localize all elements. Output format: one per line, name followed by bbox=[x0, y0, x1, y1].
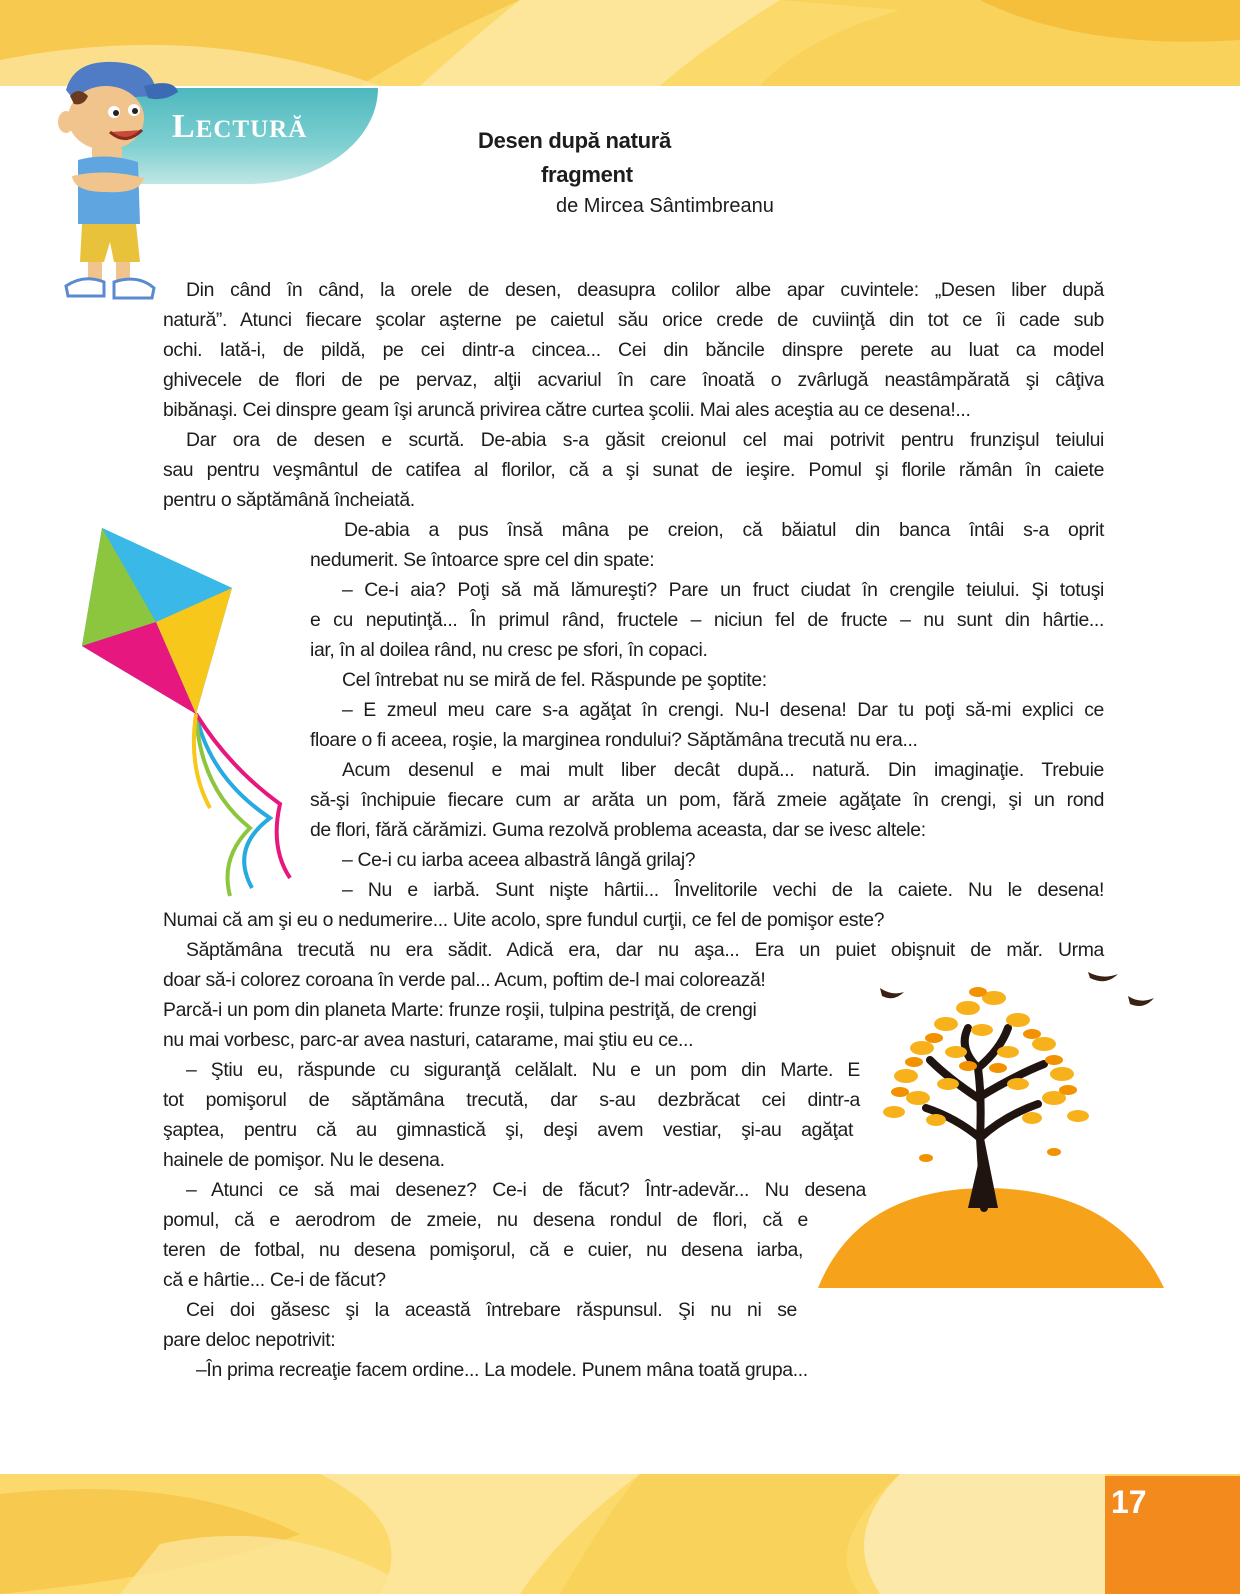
text-line: – E zmeul meu care s-a agăţat în crengi. Nu-l desena! Dar tu poţi să-mi explici ce bbox=[342, 699, 1104, 721]
text-line: doar să-i colorez coroana în verde pal... Acum, poftim de-l mai colorează! bbox=[163, 969, 766, 991]
footer-decor-band bbox=[0, 1474, 1240, 1594]
section-label: LECTURĂ bbox=[172, 108, 308, 145]
text-line: – Ştiu eu, răspunde cu siguranţă celălalt. Nu e un pom din Marte. E bbox=[186, 1059, 860, 1081]
story-subtitle: fragment bbox=[541, 162, 633, 187]
text-line: teren de fotbal, nu desena pomişorul, că e cuier, nu desena iarba, bbox=[163, 1239, 803, 1261]
story-title: Desen după natură bbox=[478, 128, 671, 153]
text-line: nedumerit. Se întoarce spre cel din spate: bbox=[310, 549, 655, 571]
text-line: Dar ora de desen e scurtă. De-abia s-a găsit creionul cel mai potrivit pentru frunzişul teiului bbox=[186, 429, 1104, 451]
text-line: – Nu e iarbă. Sunt nişte hârtii... Învelitorile vechi de la caiete. Nu le desena! bbox=[342, 879, 1104, 901]
text-line: pentru o săptămână încheiată. bbox=[163, 489, 415, 511]
text-line: De-abia a pus însă mâna pe creion, că băiatul din banca întâi s-a oprit bbox=[344, 519, 1104, 541]
text-line: – Atunci ce să mai desenez? Ce-i de făcut? Într-adevăr... Nu desena bbox=[186, 1179, 866, 1201]
header-decor-band bbox=[0, 0, 1240, 86]
text-line: Cei doi găsesc şi la această întrebare răspunsul. Şi nu ni se bbox=[186, 1299, 797, 1321]
text-line: natură”. Atunci fiecare şcolar aşterne pe caietul său orice crede de cuviinţă din tot ce îi cade sub bbox=[163, 309, 1104, 331]
text-line: iar, în al doilea rând, nu cresc pe sfori, în copaci. bbox=[310, 639, 708, 661]
text-line: Parcă-i un pom din planeta Marte: frunze roşii, tulpina pestriţă, de crengi bbox=[163, 999, 757, 1021]
text-line: Acum desenul e mai mult liber decât după... natură. Din imaginaţie. Trebuie bbox=[342, 759, 1104, 781]
boy-illustration bbox=[44, 56, 184, 306]
text-line: că e hârtie... Ce-i de făcut? bbox=[163, 1269, 386, 1291]
story-author: de Mircea Sântimbreanu bbox=[556, 195, 774, 217]
text-line: sau pentru veşmântul de catifea al florilor, că a şi sunat de ieşire. Pomul şi florile rămân în caiete bbox=[163, 459, 1104, 481]
autumn-tree-illustration bbox=[818, 968, 1168, 1308]
text-line: Numai că am şi eu o nedumerire... Uite acolo, spre fundul curţii, ce fel de pomişor este? bbox=[163, 909, 885, 931]
text-line: pare deloc nepotrivit: bbox=[163, 1329, 336, 1351]
page-number: 17 bbox=[1111, 1484, 1147, 1520]
text-line: Cel întrebat nu se miră de fel. Răspunde pe şoptite: bbox=[342, 669, 767, 691]
text-line: ochi. Iată-i, de pildă, pe cei dintr-a cincea... Cei din băncile dinspre perete au luat ca model bbox=[163, 339, 1104, 361]
text-line: să-şi închipuie fiecare cum ar arăta un pom, fără zmeie agăţate în crengi, şi un rond bbox=[310, 789, 1104, 811]
text-line: –În prima recreaţie facem ordine... La modele. Punem mâna toată grupa... bbox=[196, 1359, 808, 1381]
text-line: şaptea, pentru că au gimnastică şi, deşi avem vestiar, şi-au agăţat bbox=[163, 1119, 853, 1141]
text-line: tot pomişorul de săptămâna trecută, dar s-au dezbrăcat cei dintr-a bbox=[163, 1089, 860, 1111]
text-line: de flori, fără cărămizi. Guma rezolvă problema aceasta, dar se ivesc altele: bbox=[310, 819, 926, 841]
text-line: pomul, că e aerodrom de zmeie, nu desena rondul de flori, că e bbox=[163, 1209, 808, 1231]
text-line: hainele de pomişor. Nu le desena. bbox=[163, 1149, 445, 1171]
text-line: Săptămâna trecută nu era sădit. Adică era, dar nu aşa... Era un puiet obişnuit de măr. Urma bbox=[186, 939, 1104, 961]
text-line: e cu neputinţă... În primul rând, fructele – niciun fel de fructe – nu sunt din hârtie... bbox=[310, 609, 1104, 631]
text-line: floare o fi aceea, roşie, la marginea rondului? Săptămâna trecută nu era... bbox=[310, 729, 918, 751]
text-line: bibănaşi. Cei dinspre geam îşi aruncă privirea către curtea şcolii. Mai ales aceştia au ce desena!... bbox=[163, 399, 971, 421]
text-line: Din când în când, la orele de desen, deasupra colilor albe apar cuvintele: „Desen liber după bbox=[186, 279, 1104, 301]
text-line: – Ce-i cu iarba aceea albastră lângă grilaj? bbox=[342, 849, 696, 871]
text-line: ghivecele de flori de pe pervaz, alţii acvariul în care înoată o zvârlugă neastâmpărată şi câţiva bbox=[163, 369, 1104, 391]
text-line: nu mai vorbesc, parc-ar avea nasturi, catarame, mai ştiu eu ce... bbox=[163, 1029, 694, 1051]
text-line: – Ce-i aia? Poţi să mă lămureşti? Pare un fruct ciudat în crengile teiului. Şi totuşi bbox=[342, 579, 1104, 601]
kite-illustration bbox=[80, 528, 310, 898]
